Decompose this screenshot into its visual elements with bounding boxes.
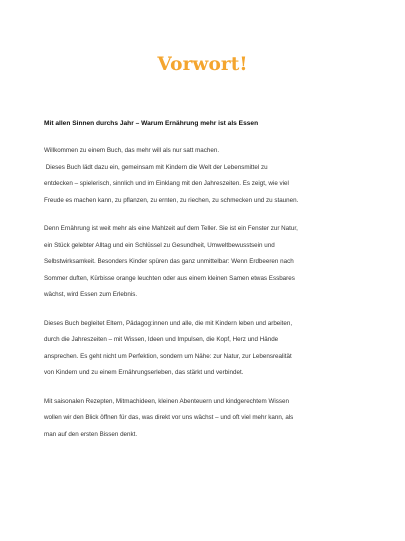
text-line: Dieses Buch lädt dazu ein, gemeinsam mit Kindern die Welt der Lebensmittel zu (44, 163, 268, 171)
paragraph-nutrition (44, 221, 366, 304)
paragraph-outlook (44, 394, 366, 444)
text-line: ansprechen. Es geht nicht um Perfektion, sondern um Nähe: zur Natur, zur Lebensrealität (44, 352, 292, 360)
text-line: ein Stück gelebter Alltag und ein Schlüssel zu Gesundheit, Umweltbewusstsein und (44, 241, 275, 249)
text-line: wollen wir den Blick öffnen für das, was direkt vor uns wächst – und oft viel mehr kann, als (44, 414, 294, 421)
text-line: Sommer duften, Kürbisse orange leuchten oder aus einem kleinen Samen etwas Essbares (44, 274, 295, 282)
text-line: Mit saisonalen Rezepten, Mitmachideen, kleinen Abenteuern und kindgerechtem Wissen (44, 397, 289, 405)
page-title: Vorwort! (157, 54, 248, 75)
text-line: Selbstwirksamkeit. Besonders Kinder spüren das ganz unmittelbar: Wenn Erdbeeren nach (44, 258, 294, 265)
paragraph-audience (44, 316, 366, 382)
text-line: Willkommen zu einem Buch, das mehr will als nur satt machen. (44, 147, 220, 154)
section-heading: Mit allen Sinnen durchs Jahr – Warum Ernährung mehr ist als Essen (44, 120, 259, 127)
text-line: Freude es machen kann, zu pflanzen, zu ernten, zu riechen, zu schmecken und zu staunen. (44, 196, 299, 204)
text-line: von Kindern und zu einem Ernährungserleben, das stärkt und verbindet. (44, 369, 244, 376)
text-line: Dieses Buch begleitet Eltern, Pädagog:innen und alle, die mit Kindern leben und arbeiten, (44, 319, 293, 327)
text-line: durch die Jahreszeiten – mit Wissen, Ideen und Impulsen, die Kopf, Herz und Hände (44, 336, 279, 343)
paragraph-intro (44, 143, 366, 209)
text-line: man auf den ersten Bissen denkt. (44, 430, 138, 438)
document-body (44, 119, 366, 455)
text-line: entdecken – spielerisch, sinnlich und im Einklang mit den Jahreszeiten. Es zeigt, wie viel (44, 180, 289, 187)
text-line: wächst, wird Essen zum Erlebnis. (44, 291, 138, 298)
text-line: Denn Ernährung ist weit mehr als eine Mahlzeit auf dem Teller. Sie ist ein Fenster zur Natur, (44, 225, 298, 232)
